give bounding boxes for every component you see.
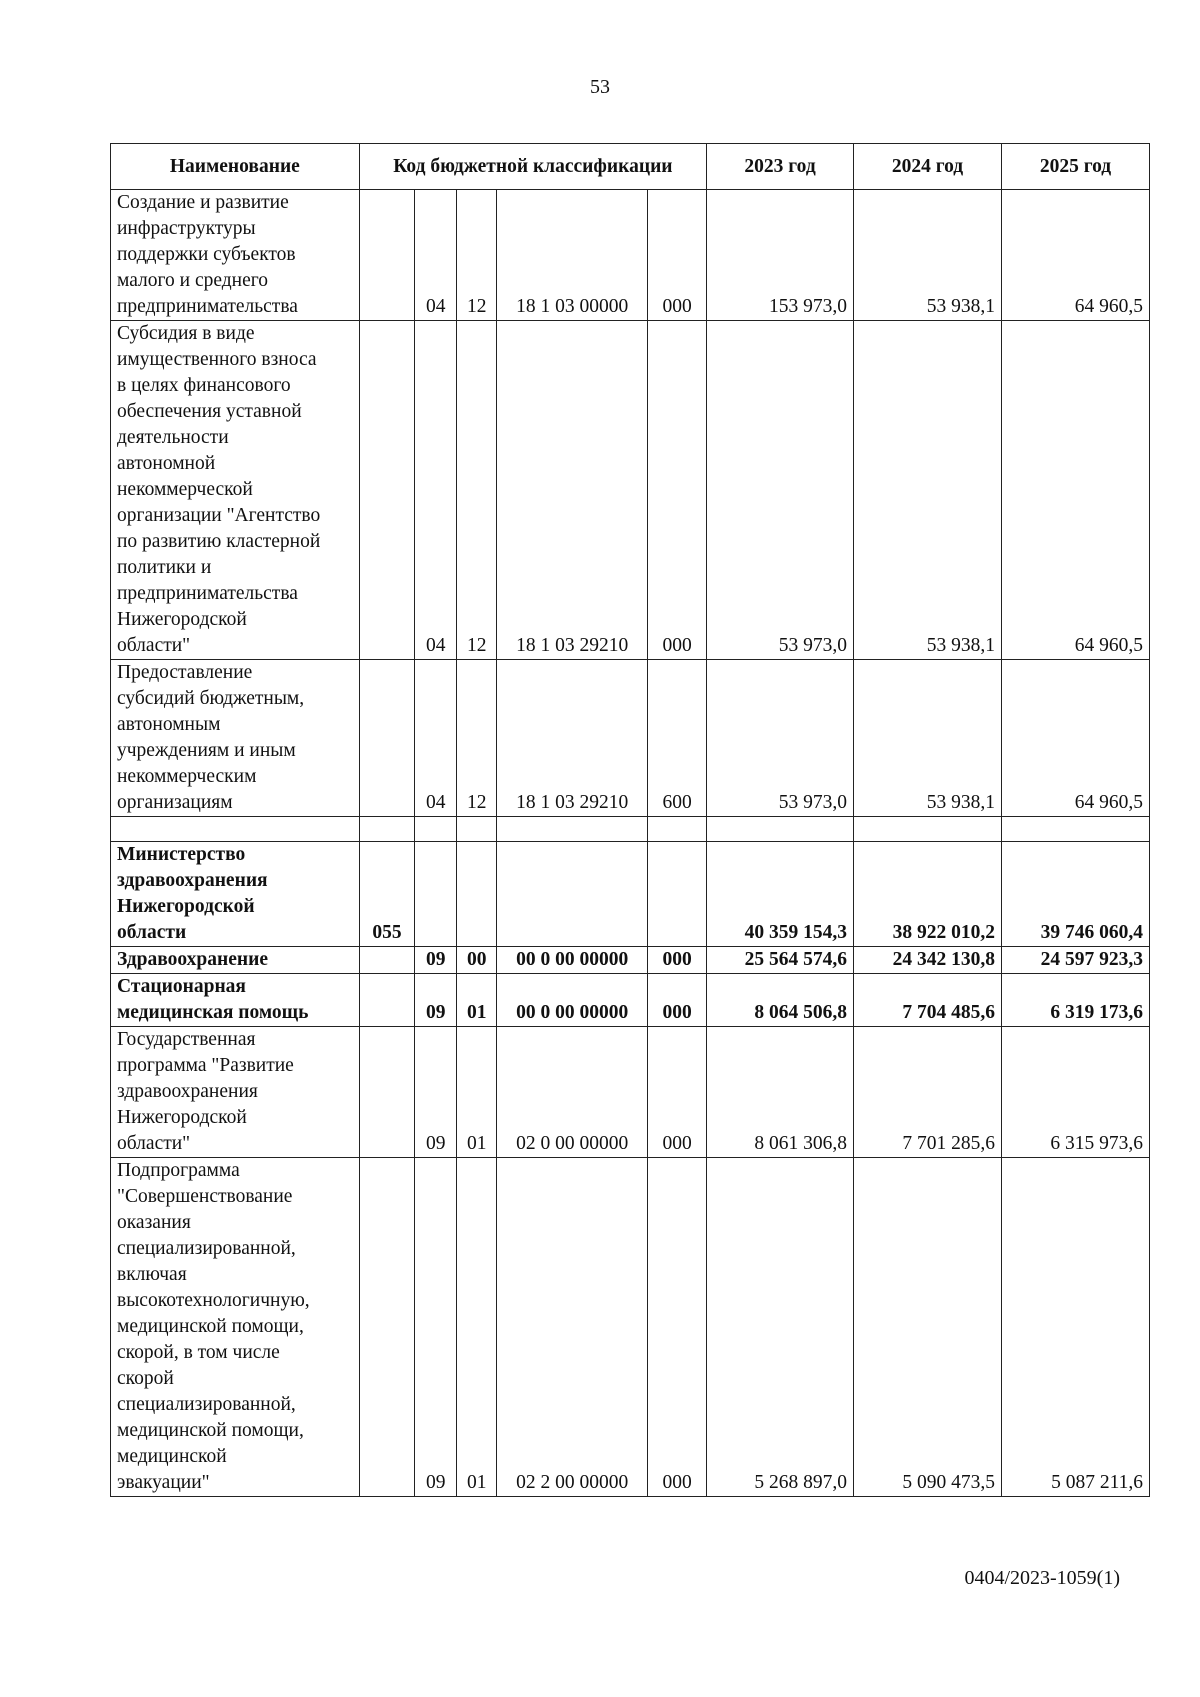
table-row (111, 660, 1150, 817)
row-name: Создание и развитие инфраструктуры поддержки субъектов малого и среднего предпринимательства (111, 190, 360, 321)
row-name: Здравоохранение (111, 947, 360, 974)
header-2024: 2024 год (854, 144, 1002, 190)
page-number: 53 (590, 76, 610, 98)
row-csr: 18 1 03 00000 (497, 190, 648, 321)
row-pr: 12 (457, 190, 497, 321)
table-row (111, 190, 1150, 321)
row-rz: 09 (415, 1027, 457, 1158)
row-name: Министерство здравоохранения Нижегородской области (111, 842, 360, 947)
empty-cell (707, 817, 854, 842)
row-pr: 01 (457, 974, 497, 1027)
row-name: Стационарная медицинская помощь (111, 974, 360, 1027)
row-vr: 000 (648, 947, 707, 974)
row-2025: 6 315 973,6 (1001, 1027, 1149, 1158)
row-2023: 53 973,0 (707, 660, 854, 817)
row-ved (359, 1027, 415, 1158)
row-ved (359, 974, 415, 1027)
empty-cell (648, 817, 707, 842)
row-ved (359, 947, 415, 974)
row-csr: 02 0 00 00000 (497, 1027, 648, 1158)
row-rz: 09 (415, 974, 457, 1027)
row-2024: 5 090 473,5 (854, 1158, 1002, 1497)
row-rz: 04 (415, 190, 457, 321)
row-vr: 600 (648, 660, 707, 817)
row-2024: 24 342 130,8 (854, 947, 1002, 974)
row-name: Подпрограмма "Совершенствование оказания специализированной, включая высокотехнологичную, медицинской помощи, скорой, в том числе скорой специализированной, медицинской помощи, медицинской эвакуации" (111, 1158, 360, 1497)
row-pr (457, 842, 497, 947)
row-ved (359, 190, 415, 321)
table-row (111, 974, 1150, 1027)
header-code: Код бюджетной классификации (359, 144, 706, 190)
row-rz: 09 (415, 1158, 457, 1497)
row-2024: 38 922 010,2 (854, 842, 1002, 947)
header-name: Наименование (111, 144, 360, 190)
document-code: 0404/2023-1059(1) (964, 1567, 1120, 1589)
row-vr (648, 842, 707, 947)
table-row (111, 842, 1150, 947)
row-2023: 8 061 306,8 (707, 1027, 854, 1158)
header-2023: 2023 год (707, 144, 854, 190)
row-2025: 64 960,5 (1001, 321, 1149, 660)
row-pr: 12 (457, 321, 497, 660)
row-2023: 25 564 574,6 (707, 947, 854, 974)
table-row (111, 321, 1150, 660)
row-2025: 5 087 211,6 (1001, 1158, 1149, 1497)
empty-row (111, 817, 1150, 842)
row-2025: 39 746 060,4 (1001, 842, 1149, 947)
empty-cell (415, 817, 457, 842)
row-name: Субсидия в виде имущественного взноса в целях финансового обеспечения уставной деятельности автономной некоммерческой организации "Агентство по развитию кластерной политики и предпринимательства Нижегородской области" (111, 321, 360, 660)
budget-table (110, 143, 1150, 1497)
row-vr: 000 (648, 190, 707, 321)
row-vr: 000 (648, 321, 707, 660)
row-2023: 40 359 154,3 (707, 842, 854, 947)
empty-cell (457, 817, 497, 842)
row-ved (359, 321, 415, 660)
row-rz: 04 (415, 660, 457, 817)
table-row (111, 947, 1150, 974)
row-pr: 01 (457, 1027, 497, 1158)
row-2024: 53 938,1 (854, 190, 1002, 321)
row-csr: 00 0 00 00000 (497, 947, 648, 974)
empty-cell (497, 817, 648, 842)
table-row (111, 1027, 1150, 1158)
row-csr: 18 1 03 29210 (497, 321, 648, 660)
row-ved: 055 (359, 842, 415, 947)
row-ved (359, 1158, 415, 1497)
row-rz: 09 (415, 947, 457, 974)
row-2025: 64 960,5 (1001, 660, 1149, 817)
row-2023: 5 268 897,0 (707, 1158, 854, 1497)
row-pr: 01 (457, 1158, 497, 1497)
row-2025: 6 319 173,6 (1001, 974, 1149, 1027)
row-2023: 8 064 506,8 (707, 974, 854, 1027)
row-rz (415, 842, 457, 947)
empty-cell (854, 817, 1002, 842)
row-pr: 00 (457, 947, 497, 974)
row-2024: 53 938,1 (854, 660, 1002, 817)
row-2023: 53 973,0 (707, 321, 854, 660)
table-row (111, 1158, 1150, 1497)
row-name: Государственная программа "Развитие здравоохранения Нижегородской области" (111, 1027, 360, 1158)
row-csr: 02 2 00 00000 (497, 1158, 648, 1497)
row-ved (359, 660, 415, 817)
empty-cell (359, 817, 415, 842)
empty-cell (111, 817, 360, 842)
row-vr: 000 (648, 1158, 707, 1497)
row-2025: 24 597 923,3 (1001, 947, 1149, 974)
row-2025: 64 960,5 (1001, 190, 1149, 321)
empty-cell (1001, 817, 1149, 842)
row-2024: 7 701 285,6 (854, 1027, 1002, 1158)
header-2025: 2025 год (1001, 144, 1149, 190)
table-header-row (111, 144, 1150, 190)
row-pr: 12 (457, 660, 497, 817)
row-2024: 7 704 485,6 (854, 974, 1002, 1027)
row-csr (497, 842, 648, 947)
row-2024: 53 938,1 (854, 321, 1002, 660)
row-vr: 000 (648, 1027, 707, 1158)
row-vr: 000 (648, 974, 707, 1027)
row-2023: 153 973,0 (707, 190, 854, 321)
row-csr: 18 1 03 29210 (497, 660, 648, 817)
row-rz: 04 (415, 321, 457, 660)
row-csr: 00 0 00 00000 (497, 974, 648, 1027)
row-name: Предоставление субсидий бюджетным, автономным учреждениям и иным некоммерческим организациям (111, 660, 360, 817)
